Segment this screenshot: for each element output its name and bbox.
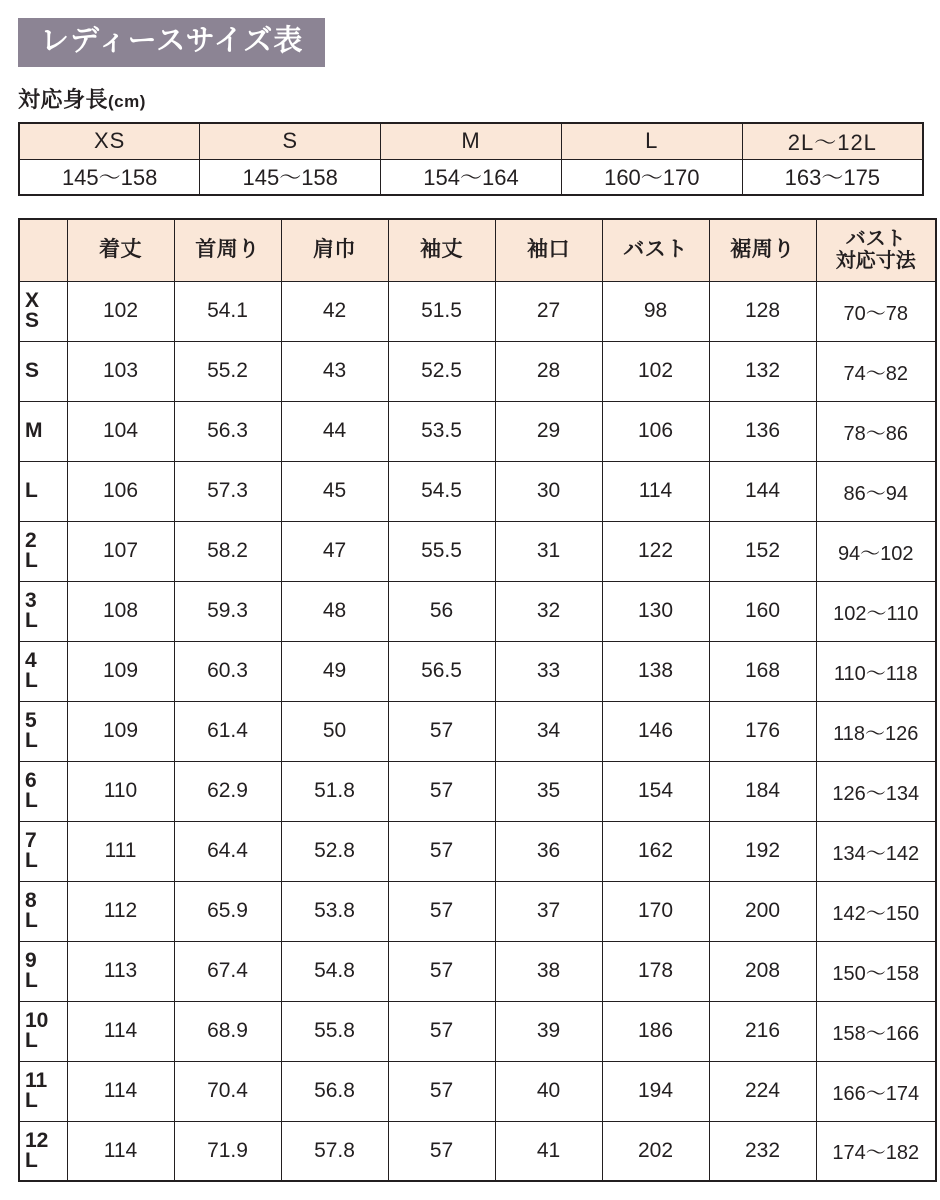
bust-fit-cell: 134～142 [816,821,936,881]
measurement-cell: 128 [709,281,816,341]
measurement-cell: 48 [281,581,388,641]
measurement-cell: 52.5 [388,341,495,401]
row-header-size-line: L [25,1148,38,1172]
column-header-shoulder: 肩巾 [281,219,388,281]
row-header-size-line: L [25,549,38,572]
bust-fit-cell: 158～166 [816,1001,936,1061]
measurement-cell: 102 [67,281,174,341]
measurement-cell: 122 [602,521,709,581]
bust-fit-cell: 142～150 [816,881,936,941]
measurement-cell: 54.1 [174,281,281,341]
measurement-cell: 54.8 [281,941,388,1001]
height-table-value-row [19,159,923,195]
table-row [19,521,936,581]
measurement-cell: 56.8 [281,1061,388,1121]
row-header-size-line: L [25,729,38,752]
bust-fit-cell: 94～102 [816,521,936,581]
row-header-size-line: 12 [25,1128,49,1152]
measurement-cell: 29 [495,401,602,461]
measurement-cell: 44 [281,401,388,461]
measurement-cell: 56.3 [174,401,281,461]
measurement-cell: 68.9 [174,1001,281,1061]
table-row [19,701,936,761]
row-header-size-line: L [25,1089,38,1112]
height-size-cell: 2L～12L [742,123,923,159]
row-header-size-line: M [25,419,43,443]
measurement-cell: 106 [602,401,709,461]
table-row [19,1061,936,1121]
measurement-cell: 31 [495,521,602,581]
column-header-bust-fit [816,219,936,281]
measurement-cell: 107 [67,521,174,581]
measurement-cell: 160 [709,581,816,641]
height-table-header-row [19,123,923,159]
measurement-cell: 55.5 [388,521,495,581]
measurement-cell: 103 [67,341,174,401]
bust-fit-cell: 118～126 [816,701,936,761]
measurement-cell: 55.8 [281,1001,388,1061]
height-section-label-text: 対応身長 [18,87,109,112]
measurement-cell: 38 [495,941,602,1001]
measurement-cell: 41 [495,1121,602,1181]
measurement-cell: 132 [709,341,816,401]
measurement-cell: 40 [495,1061,602,1121]
measurement-cell: 176 [709,701,816,761]
height-section-label [18,83,940,114]
row-header-size [19,881,67,941]
column-header-neck: 首周り [174,219,281,281]
measurement-cell: 60.3 [174,641,281,701]
column-header-bust: バスト [602,219,709,281]
measurement-cell: 53.8 [281,881,388,941]
measurement-cell: 33 [495,641,602,701]
height-range-cell: 145～158 [19,159,200,195]
height-range-cell: 160～170 [561,159,742,195]
corner-cell [19,219,67,281]
measurement-cell: 98 [602,281,709,341]
row-header-size-line: L [25,479,38,503]
measurement-cell: 106 [67,461,174,521]
measurement-cell: 57 [388,821,495,881]
bust-fit-cell: 110～118 [816,641,936,701]
measurement-cell: 57 [388,881,495,941]
measurement-cell: 162 [602,821,709,881]
measurement-cell: 64.4 [174,821,281,881]
table-row [19,881,936,941]
measurement-cell: 114 [602,461,709,521]
measurement-table-wrapper [18,218,940,1182]
height-range-cell: 145～158 [200,159,381,195]
measurement-cell: 154 [602,761,709,821]
measurement-cell: 57.8 [281,1121,388,1181]
measurement-cell: 184 [709,761,816,821]
height-range-cell: 154～164 [381,159,562,195]
height-size-cell: XS [19,123,200,159]
measurement-cell: 67.4 [174,941,281,1001]
measurement-cell: 114 [67,1001,174,1061]
measurement-cell: 57 [388,1001,495,1061]
measurement-cell: 39 [495,1001,602,1061]
row-header-size [19,1001,67,1061]
measurement-cell: 47 [281,521,388,581]
measurement-cell: 34 [495,701,602,761]
row-header-size [19,941,67,1001]
row-header-size-line: 10 [25,1009,49,1033]
measurement-table-header-row [19,219,936,281]
table-row [19,461,936,521]
bust-fit-cell: 102～110 [816,581,936,641]
measurement-cell: 70.4 [174,1061,281,1121]
row-header-size-line: 11 [25,1069,48,1093]
measurement-cell: 146 [602,701,709,761]
table-row [19,1121,936,1181]
table-row [19,401,936,461]
height-size-cell: L [561,123,742,159]
column-header-sleeve-length: 袖丈 [388,219,495,281]
measurement-cell: 113 [67,941,174,1001]
measurement-cell: 232 [709,1121,816,1181]
row-header-size [19,1121,67,1181]
measurement-cell: 170 [602,881,709,941]
measurement-cell: 110 [67,761,174,821]
measurement-cell: 42 [281,281,388,341]
measurement-cell: 57 [388,761,495,821]
row-header-size [19,701,67,761]
row-header-size-line: 3 [25,589,37,613]
row-header-size-line: 2 [25,529,37,553]
measurement-cell: 202 [602,1121,709,1181]
measurement-cell: 57 [388,941,495,1001]
measurement-cell: 168 [709,641,816,701]
measurement-cell: 37 [495,881,602,941]
bust-fit-cell: 78～86 [816,401,936,461]
measurement-cell: 28 [495,341,602,401]
table-row [19,641,936,701]
measurement-cell: 109 [67,641,174,701]
measurement-cell: 57 [388,701,495,761]
row-header-size-line: 9 [25,949,37,973]
row-header-size-line: L [25,909,38,932]
column-header-hem: 裾周り [709,219,816,281]
row-header-size [19,1061,67,1121]
row-header-size-line: 4 [25,649,37,673]
measurement-cell: 36 [495,821,602,881]
measurement-cell: 186 [602,1001,709,1061]
measurement-table-body [19,281,936,1181]
row-header-size-line: L [25,849,38,872]
table-row [19,281,936,341]
row-header-size [19,461,67,521]
measurement-cell: 55.2 [174,341,281,401]
bust-fit-cell: 86～94 [816,461,936,521]
table-row [19,941,936,1001]
bust-fit-cell: 174～182 [816,1121,936,1181]
measurement-cell: 144 [709,461,816,521]
measurement-cell: 57 [388,1061,495,1121]
measurement-cell: 192 [709,821,816,881]
measurement-cell: 56.5 [388,641,495,701]
row-header-size-line: 8 [25,889,37,913]
measurement-cell: 30 [495,461,602,521]
row-header-size [19,281,67,341]
measurement-cell: 62.9 [174,761,281,821]
measurement-cell: 224 [709,1061,816,1121]
row-header-size-line: S [25,359,40,383]
measurement-cell: 114 [67,1061,174,1121]
row-header-size-line: 7 [25,829,37,853]
measurement-cell: 130 [602,581,709,641]
row-header-size-line: L [25,789,38,812]
column-header-length: 着丈 [67,219,174,281]
measurement-cell: 109 [67,701,174,761]
row-header-size-line: S [25,309,40,332]
measurement-table [18,218,937,1182]
row-header-size-line: 6 [25,769,37,793]
measurement-cell: 112 [67,881,174,941]
table-row [19,761,936,821]
column-header-bust-fit-line2: 対応寸法 [835,250,916,273]
measurement-cell: 43 [281,341,388,401]
row-header-size-line: X [25,289,40,313]
column-header-bust-fit-line1: バスト [845,227,906,250]
table-row [19,581,936,641]
bust-fit-cell: 150～158 [816,941,936,1001]
measurement-cell: 45 [281,461,388,521]
measurement-cell: 216 [709,1001,816,1061]
measurement-cell: 65.9 [174,881,281,941]
measurement-cell: 194 [602,1061,709,1121]
table-row [19,821,936,881]
measurement-cell: 57 [388,1121,495,1181]
row-header-size-line: L [25,609,38,632]
page-title: レディースサイズ表 [18,18,325,67]
row-header-size [19,341,67,401]
measurement-cell: 57.3 [174,461,281,521]
row-header-size [19,821,67,881]
measurement-cell: 54.5 [388,461,495,521]
measurement-cell: 108 [67,581,174,641]
measurement-cell: 56 [388,581,495,641]
measurement-cell: 53.5 [388,401,495,461]
height-range-cell: 163～175 [742,159,923,195]
measurement-cell: 114 [67,1121,174,1181]
measurement-cell: 178 [602,941,709,1001]
row-header-size-line: 5 [25,709,37,733]
height-table [18,122,924,196]
height-size-cell: S [200,123,381,159]
measurement-cell: 59.3 [174,581,281,641]
measurement-cell: 49 [281,641,388,701]
measurement-cell: 200 [709,881,816,941]
bust-fit-cell: 166～174 [816,1061,936,1121]
height-size-cell: M [381,123,562,159]
row-header-size [19,581,67,641]
measurement-cell: 208 [709,941,816,1001]
row-header-size [19,521,67,581]
measurement-cell: 51.8 [281,761,388,821]
bust-fit-cell: 70～78 [816,281,936,341]
measurement-cell: 51.5 [388,281,495,341]
measurement-cell: 52.8 [281,821,388,881]
height-section-unit: (cm) [108,92,146,111]
measurement-cell: 136 [709,401,816,461]
row-header-size-line: L [25,669,38,692]
measurement-cell: 111 [67,821,174,881]
row-header-size-line: L [25,1029,38,1052]
table-row [19,1001,936,1061]
bust-fit-cell: 126～134 [816,761,936,821]
measurement-cell: 104 [67,401,174,461]
row-header-size [19,641,67,701]
bust-fit-cell: 74～82 [816,341,936,401]
measurement-cell: 102 [602,341,709,401]
column-header-cuff: 袖口 [495,219,602,281]
measurement-cell: 50 [281,701,388,761]
measurement-cell: 32 [495,581,602,641]
table-row [19,341,936,401]
row-header-size [19,401,67,461]
measurement-cell: 61.4 [174,701,281,761]
measurement-cell: 152 [709,521,816,581]
row-header-size [19,761,67,821]
measurement-cell: 35 [495,761,602,821]
measurement-cell: 71.9 [174,1121,281,1181]
measurement-cell: 138 [602,641,709,701]
measurement-cell: 27 [495,281,602,341]
measurement-cell: 58.2 [174,521,281,581]
row-header-size-line: L [25,969,38,992]
